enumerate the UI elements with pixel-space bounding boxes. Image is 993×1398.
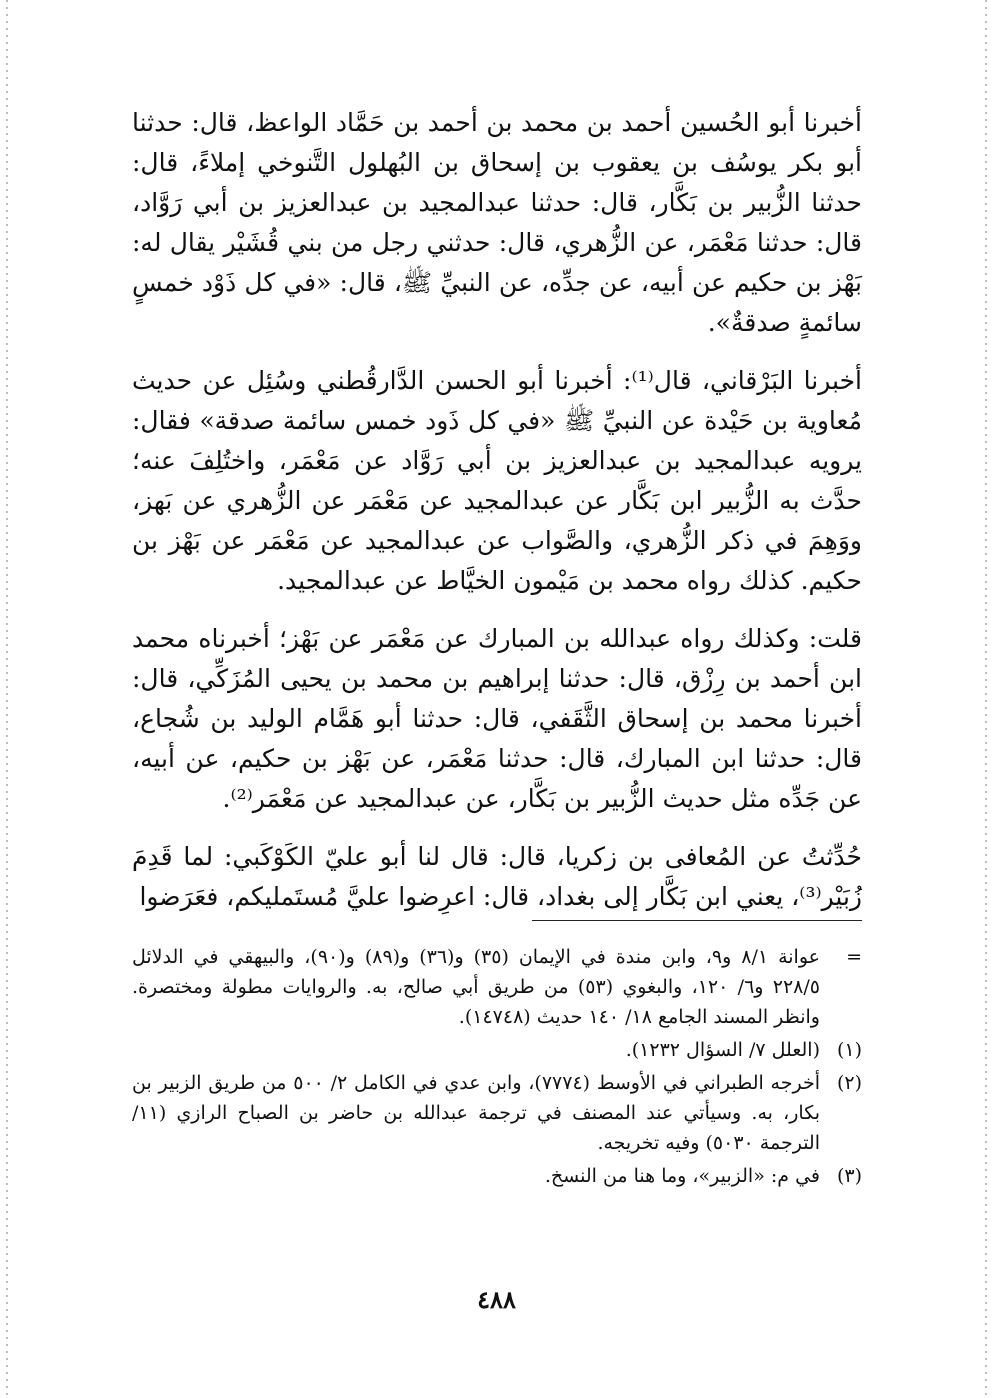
paragraph-3: قلت: وكذلك رواه عبدالله بن المبارك عن مَعْمَر عن بَهْز؛ أخبرناه محمد ابن أحمد بن رِزْق، قال: حدثنا إبراهيم بن محمد بن يحيى المُزَكِّي، قال: أخبرنا محمد بن إسحاق الثَّقَفي، قال: حدثنا أبو هَمَّام الوليد بن شُجاع، قال: حدثنا ابن المبارك، قال: حدثنا مَعْمَر، عن بَهْز بن حكيم، عن أبيه، عن جَدِّه مثل حديث الزُّبير بن بَكَّار، عن عبدالمجيد عن مَعْمَر⁽²⁾. bbox=[132, 624, 862, 813]
paragraph-1: أخبرنا أبو الحُسين أحمد بن محمد بن أحمد بن حَمَّاد الواعظ، قال: حدثنا أبو بكر يوسُف بن يعقوب بن إسحاق بن البُهلول التَّنوخي إملاءً، قال: حدثنا الزُّبير بن بَكَّار، قال: حدثنا عبدالمجيد بن عبدالعزيز بن أبي رَوَّاد، قال: حدثنا مَعْمَر، عن الزُّهري، قال: حدثني رجل من بني قُشَيْر يقال له: بَهْز بن حكيم عن أبيه، عن جدِّه، عن النبيِّ ﷺ، قال: «في كل ذَوْد خمسٍ سائمةٍ صدقةٌ». bbox=[132, 108, 862, 337]
footnote-mark: (٢) bbox=[836, 1072, 862, 1094]
footnote-divider bbox=[532, 920, 862, 921]
footnote-mark: = bbox=[846, 946, 862, 968]
footnote-text: عوانة ٨/١ و٩، وابن مندة في الإيمان (٣٥) و(٣٦) و(٨٩) و(٩٠)، والبيهقي في الدلائل ٢٢٨/٥ و٦/ ١٢٠، والبغوي (٥٣) من طريق أبي صالح، به. والروايات مطولة ومختصرة. وانظر المسند الجامع ١٨/ ١٤٠ حديث (١٤٧٤٨). bbox=[132, 946, 820, 1028]
footnote-continuation bbox=[132, 942, 862, 1032]
page-number: ٤٨٨ bbox=[477, 1285, 516, 1314]
scan-edge-left bbox=[6, 0, 8, 1398]
footnote-text: (العلل ٧/ السؤال ١٢٣٢). bbox=[625, 1039, 820, 1061]
paragraph-2: أخبرنا البَرْقاني، قال⁽¹⁾: أخبرنا أبو الحسن الدَّارقُطني وسُئِل عن حديث مُعاوية بن حَيْدة عن النبيِّ ﷺ «في كل ذَود خمس سائمة صدقة» فقال: يرويه عبدالمجيد بن عبدالعزيز بن أبي رَوَّاد عن مَعْمَر، واختُلِفَ عنه؛ حدَّث به الزُّبير ابن بَكَّار عن عبدالمجيد عن مَعْمَر عن الزُّهري عن بَهز، ووَهِمَ في ذكر الزُّهري، والصَّواب عن عبدالمجيد عن مَعْمَر عن بَهْز بن حكيم. كذلك رواه محمد بن مَيْمون الخيَّاط عن عبدالمجيد. bbox=[132, 366, 862, 595]
footnote-text: أخرجه الطبراني في الأوسط (٧٧٧٤)، وابن عدي في الكامل ٢/ ٥٠٠ من طريق الزبير بن بكار، به. وسيأتي عند المصنف في ترجمة عبدالله بن حاضر بن الصباح الرازي (١١/ الترجمة ٥٠٣٠) وفيه تخريجه. bbox=[132, 1072, 820, 1154]
footnote-text: في م: «الزبير»، وما هنا من النسخ. bbox=[544, 1165, 820, 1187]
footnote-mark: (١) bbox=[836, 1039, 862, 1061]
scan-edge-right bbox=[985, 0, 987, 1398]
footnote-2 bbox=[132, 1068, 862, 1158]
footnote-mark: (٣) bbox=[836, 1165, 862, 1187]
footnotes bbox=[132, 942, 862, 1194]
paragraph-4: حُدِّثتُ عن المُعافى بن زكريا، قال: قال لنا أبو عليّ الكَوْكَبي: لما قَدِمَ زُبَيْر⁽³⁾، يعني ابن بَكَّار إلى بغداد، قال: اعرِضوا عليَّ مُستَمليكم، فعَرَضوا bbox=[132, 842, 862, 911]
footnote-3 bbox=[132, 1161, 862, 1191]
main-text bbox=[132, 103, 862, 917]
footnote-1 bbox=[132, 1035, 862, 1065]
